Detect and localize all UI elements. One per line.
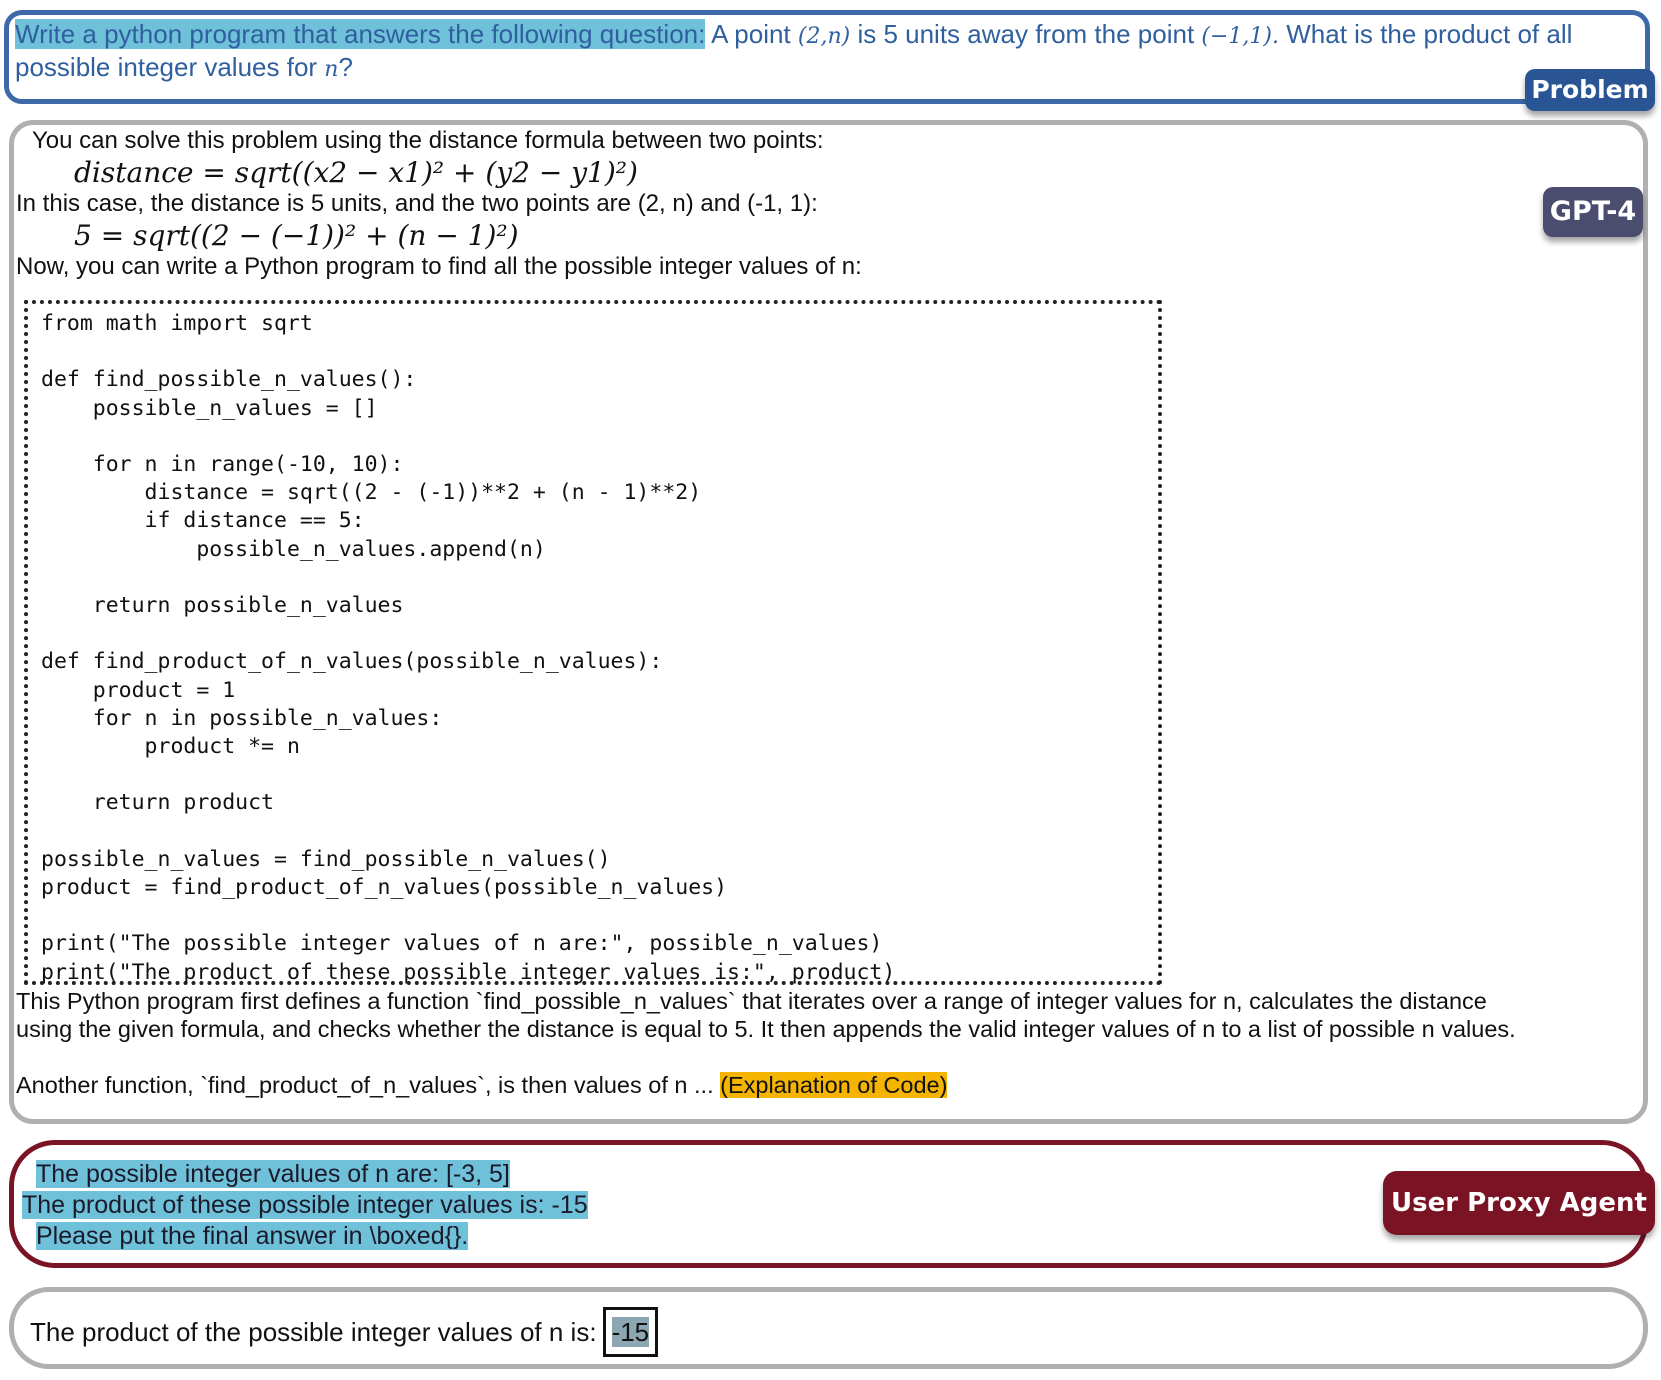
- question-part1: A point: [711, 19, 791, 49]
- explanation-highlight: (Explanation of Code): [720, 1072, 948, 1098]
- intro-text: You can solve this problem using the distance formula between two points:: [32, 127, 824, 154]
- distance-formula: distance = sqrt((x2 − x1)² + (y2 − y1)²): [74, 156, 638, 189]
- problem-tag: Problem: [1525, 69, 1655, 111]
- explanation-line-1: This Python program first defines a function `find_possible_n_values` that iterates over a range of integer values for n, calculates the distance: [16, 988, 1487, 1014]
- boxed-answer: [603, 1307, 659, 1357]
- gpt4-tag: GPT-4: [1543, 187, 1643, 237]
- point-a: (2,n): [797, 24, 851, 49]
- final-answer: [30, 1307, 658, 1357]
- proxy-line-1: The possible integer values of n are: [-3, 5]: [36, 1160, 510, 1188]
- case-text: In this case, the distance is 5 units, and the two points are (2, n) and (-1, 1):: [16, 190, 818, 217]
- code-text: from math import sqrt def find_possible_n_values(): possible_n_values = [] for n in range(-10, 10): distance = sqrt((2 - (-1))**2 + (n - 1)**2) if distance == 5: possible_n_values.append(n) return possible_n_values def find_product_of_n_values(possible_n_values): product = 1 for n in possible_n_values: product *= n return product possible_n_values = find_possible_n_values() product = find_product_of_n_values(possible_n_values) print("The possible integer values of n are:", possible_n_values) print("The product of these possible integer values is:", product): [41, 311, 896, 985]
- final-answer-panel: [9, 1287, 1648, 1369]
- code-block: [24, 300, 1162, 985]
- problem-panel: [4, 10, 1650, 104]
- explanation-text: Another function, `find_product_of_n_values`, is then values of n ...: [16, 1072, 714, 1098]
- user-proxy-tag: User Proxy Agent: [1383, 1171, 1655, 1235]
- prompt-prefix: Write a python program that answers the following question:: [15, 19, 706, 49]
- now-text: Now, you can write a Python program to find all the possible integer values of n:: [16, 253, 862, 280]
- proxy-line-2: The product of these possible integer values is: -15: [22, 1191, 588, 1219]
- question-part2: is 5 units away from the point: [857, 19, 1195, 49]
- boxed-value: -15: [611, 1317, 650, 1347]
- question-end: ?: [338, 52, 353, 82]
- proxy-output: [22, 1159, 588, 1252]
- question-part3: What is the product of all possible integer values for: [15, 19, 1573, 82]
- gpt4-panel: [9, 120, 1648, 1124]
- problem-text: [15, 19, 1575, 85]
- var-n: n: [324, 57, 339, 82]
- explanation-line-3: [16, 1071, 947, 1099]
- point-b: (−1,1).: [1201, 24, 1279, 49]
- final-answer-text: The product of the possible integer values of n is:: [30, 1317, 597, 1347]
- proxy-line-3: Please put the final answer in \boxed{}.: [36, 1222, 469, 1250]
- equation: 5 = sqrt((2 − (−1))² + (n − 1)²): [74, 219, 519, 252]
- user-proxy-panel: [9, 1140, 1648, 1268]
- explanation-line-2: using the given formula, and checks whether the distance is equal to 5. It then appends the valid integer values of n to a list of possible n values.: [16, 1016, 1516, 1042]
